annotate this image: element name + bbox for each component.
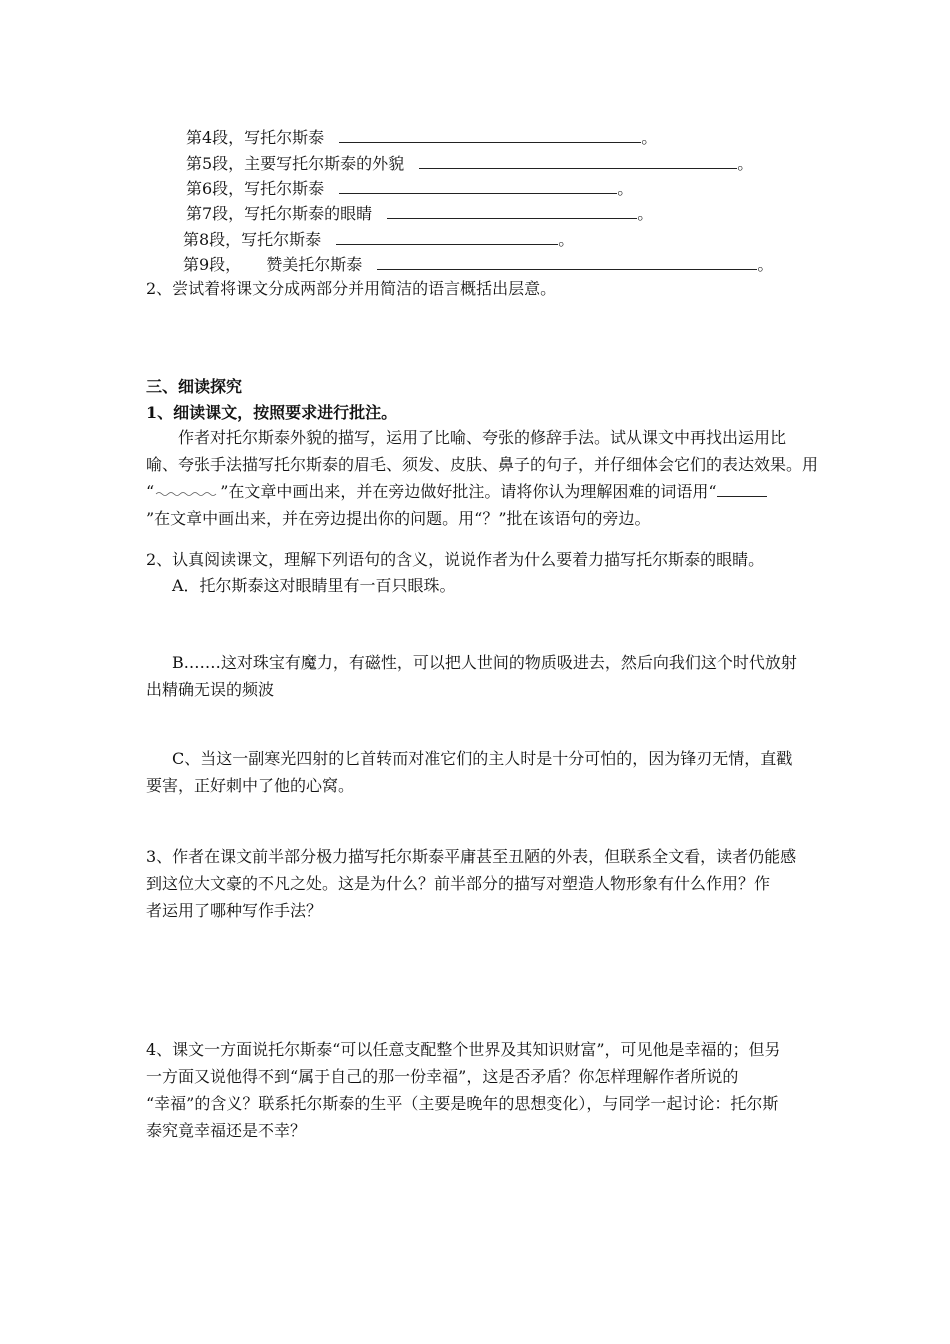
segment-4-label: 第4段，写托尔斯泰 — [186, 128, 325, 147]
segment-9-label-a: 第9段， — [183, 255, 242, 274]
section-3-q2: 2、认真阅读课文，理解下列语句的含义，说说作者为什么要着力描写托尔斯泰的眼睛。 — [146, 550, 765, 569]
section-3-q4 — [146, 1036, 812, 1144]
segment-7-end: 。 — [637, 204, 654, 223]
segment-6-label: 第6段，写托尔斯泰 — [186, 179, 325, 198]
segment-8-end: 。 — [558, 230, 575, 249]
q1-body-line-3-text: ”在文章中画出来，并在旁边做好批注。请将你认为理解困难的词语用“ — [220, 482, 717, 501]
segment-7-blank[interactable] — [387, 202, 637, 219]
section-3-q2-a: A．托尔斯泰这对眼睛里有一百只眼珠。 — [172, 576, 456, 595]
segment-4-blank[interactable] — [339, 126, 641, 143]
segment-6-blank[interactable] — [339, 177, 617, 194]
question-2: 2、尝试着将课文分成两部分并用简洁的语言概括出层意。 — [146, 279, 557, 298]
section-3-q1-title: 1、细读课文，按照要求进行批注。 — [146, 403, 398, 422]
straight-underline-blank — [717, 482, 767, 497]
segment-4-end: 。 — [641, 128, 658, 147]
section-3-q1-body — [146, 424, 819, 532]
segment-5-blank[interactable] — [419, 152, 737, 169]
segment-9-blank[interactable] — [377, 253, 757, 270]
segment-5-line — [186, 152, 753, 175]
segment-9-line — [183, 253, 773, 276]
segment-6-line — [186, 177, 633, 200]
q4-line-4: 泰究竟幸福还是不幸？ — [146, 1121, 307, 1140]
q1-body-line-3 — [146, 478, 812, 505]
section-3-title: 三、细读探究 — [146, 377, 243, 396]
segment-5-end: 。 — [737, 154, 754, 173]
q3-line-2: 到这位大文豪的不凡之处。这是为什么？前半部分的描写对塑造人物形象有什么作用？作 — [146, 874, 771, 893]
q3-line-1: 3、作者在课文前半部分极力描写托尔斯泰平庸甚至丑陋的外表，但联系全文看，读者仍能感 — [146, 847, 797, 866]
q4-line-1: 4、课文一方面说托尔斯泰“可以任意支配整个世界及其知识财富”，可见他是幸福的；但另 — [146, 1040, 781, 1059]
segment-8-label: 第8段，写托尔斯泰 — [183, 230, 322, 249]
segment-9-label-b: 赞美托尔斯泰 — [266, 255, 363, 274]
section-3-q2-b — [146, 649, 812, 703]
segment-7-line — [186, 202, 653, 225]
wavy-underline-icon — [154, 483, 220, 497]
segment-8-line — [183, 228, 574, 251]
q1-body-line-4: ”在文章中画出来，并在旁边提出你的问题。用“？”批在该语句的旁边。 — [146, 509, 651, 528]
section-3-q2-c — [146, 745, 812, 799]
q4-line-3: “幸福”的含义？联系托尔斯泰的生平（主要是晚年的思想变化），与同学一起讨论：托尔斯 — [146, 1094, 779, 1113]
segment-6-end: 。 — [617, 179, 634, 198]
open-quote: “ — [146, 482, 155, 501]
segment-9-end: 。 — [757, 255, 774, 274]
segment-8-blank[interactable] — [336, 228, 558, 245]
q1-body-line-1: 作者对托尔斯泰外貌的描写，运用了比喻、夸张的修辞手法。试从课文中再找出运用比 — [178, 428, 787, 447]
q2-b-line-2: 出精确无误的频波 — [146, 680, 275, 699]
segment-7-label: 第7段，写托尔斯泰的眼睛 — [186, 204, 373, 223]
q2-b-line-1: B.……这对珠宝有魔力，有磁性，可以把人世间的物质吸进去，然后向我们这个时代放射 — [172, 653, 797, 672]
q2-c-line-2: 要害，正好刺中了他的心窝。 — [146, 776, 355, 795]
q1-body-line-2: 喻、夸张手法描写托尔斯泰的眉毛、须发、皮肤、鼻子的句子，并仔细体会它们的表达效果。用 — [146, 455, 819, 474]
section-3-q3 — [146, 843, 812, 924]
segment-4-line — [186, 126, 657, 149]
q3-line-3: 者运用了哪种写作手法？ — [146, 901, 323, 920]
segment-5-label: 第5段，主要写托尔斯泰的外貌 — [186, 154, 405, 173]
q4-line-2: 一方面又说他得不到“属于自己的那一份幸福”，这是否矛盾？你怎样理解作者所说的 — [146, 1067, 739, 1086]
q2-c-line-1: C、当这一副寒光四射的匕首转而对准它们的主人时是十分可怕的，因为锋刃无情，直戳 — [172, 749, 793, 768]
